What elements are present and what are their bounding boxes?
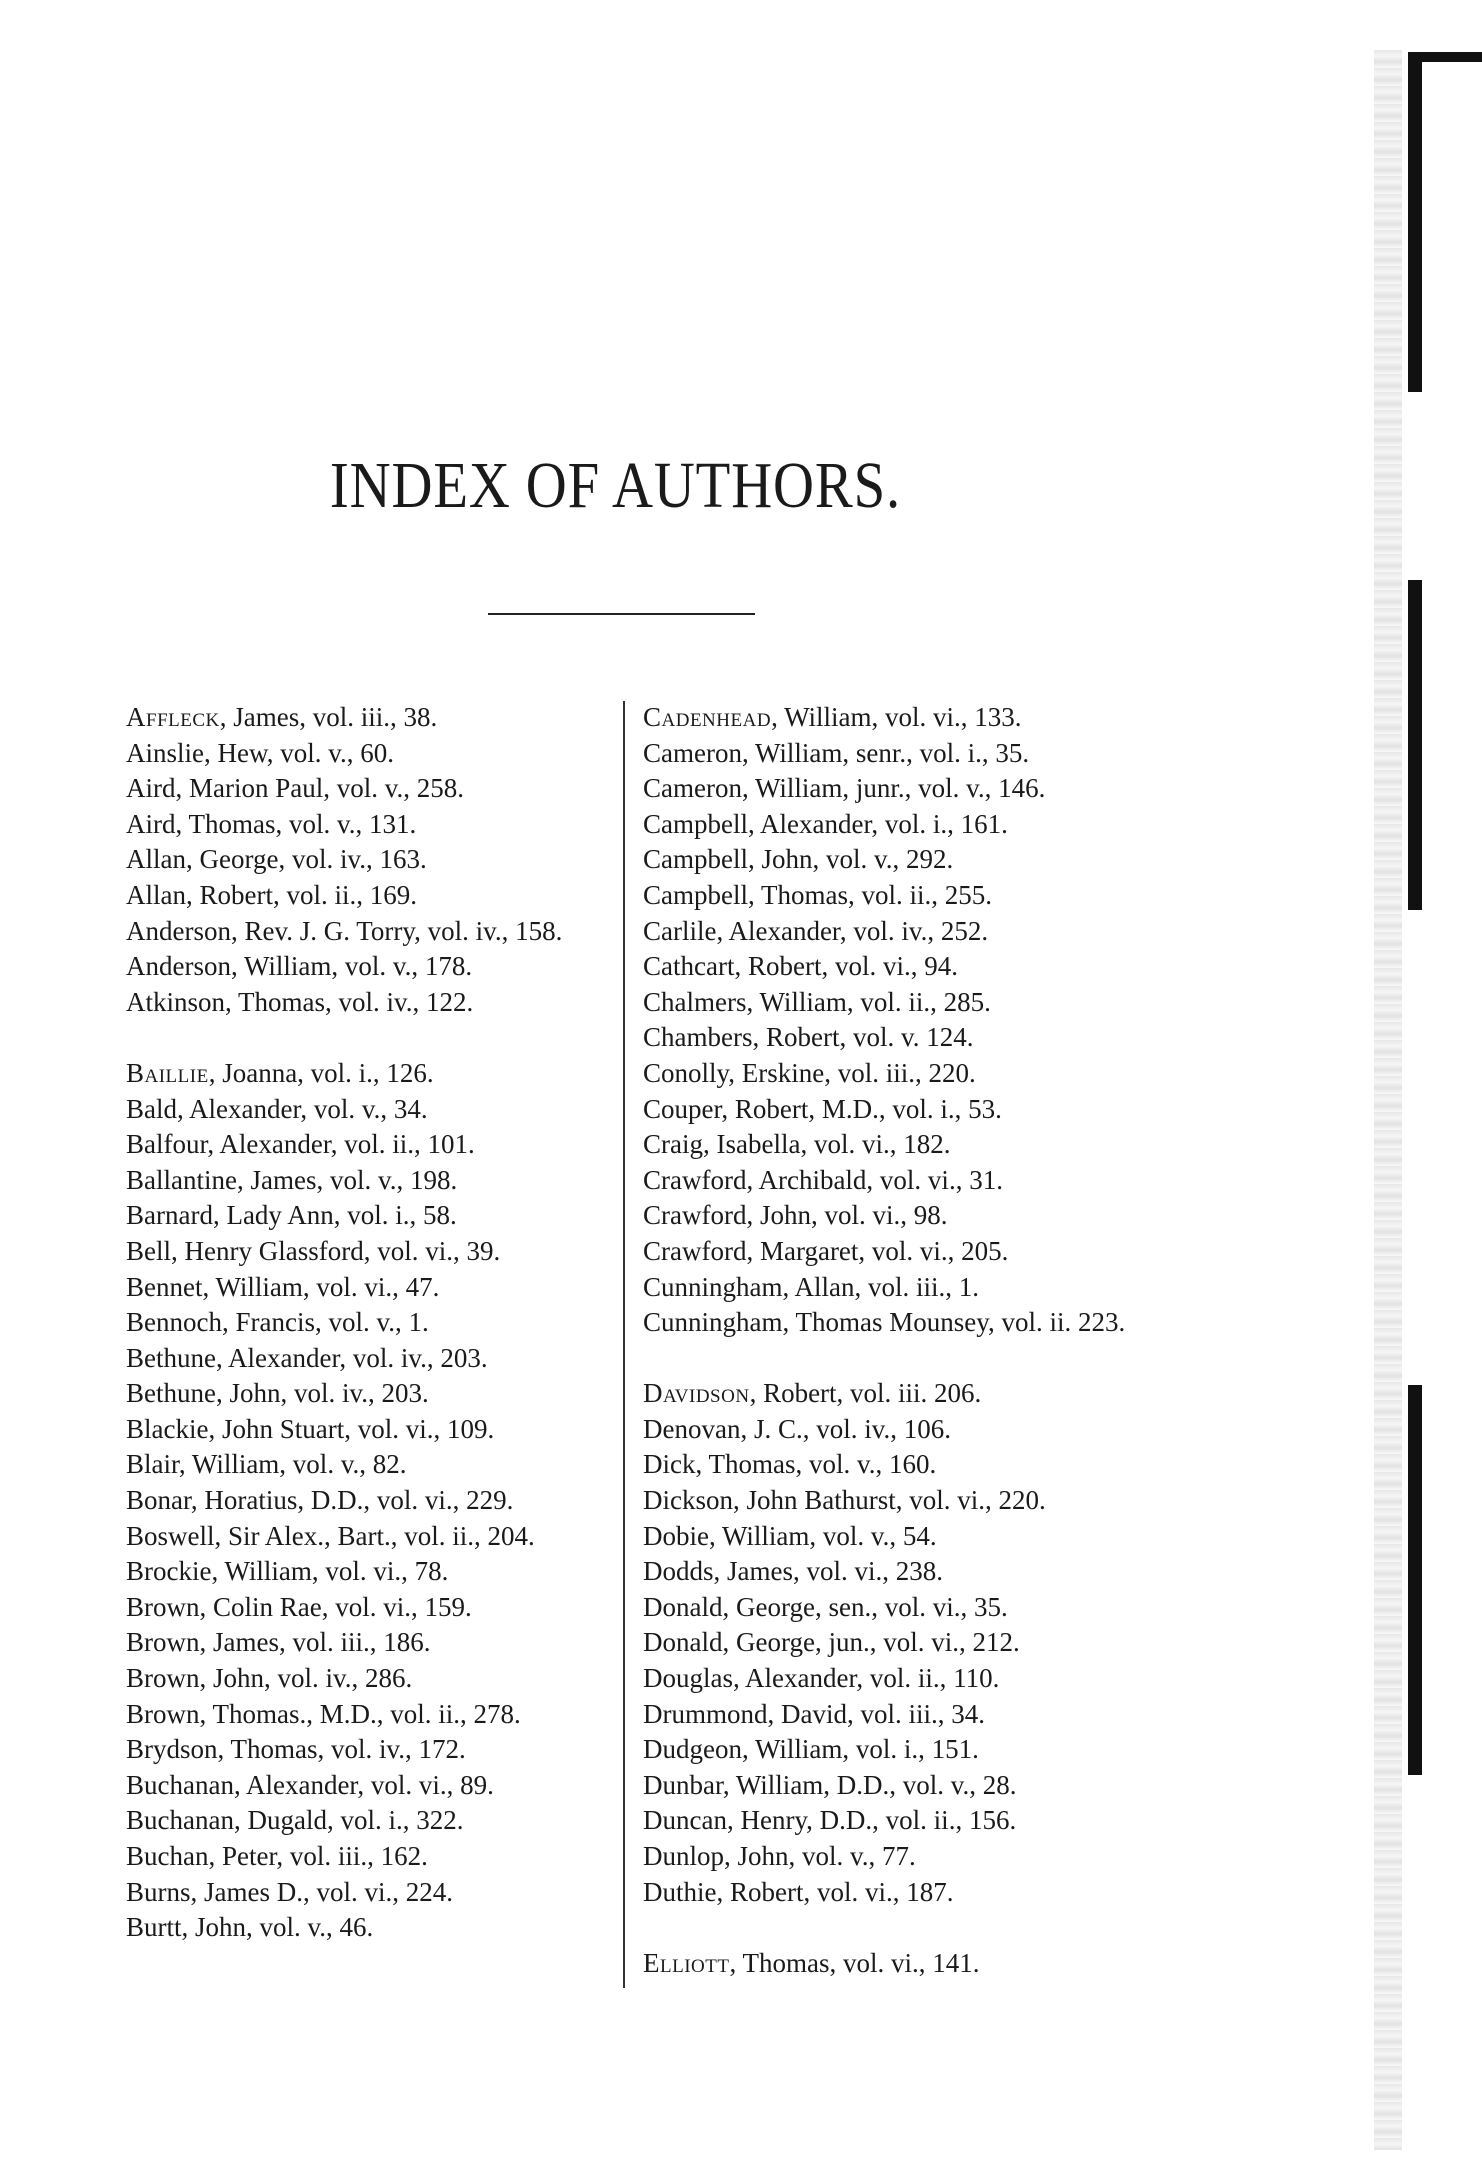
index-entry (643, 1661, 1143, 1697)
column-divider (623, 701, 625, 1988)
index-entry-text: Burns, James D., vol. vi., 224. (126, 1876, 453, 1907)
index-entry-text: Aird, Marion Paul, vol. v., 258. (126, 773, 464, 804)
index-entry-text: Bald, Alexander, vol. v., 34. (126, 1093, 428, 1124)
index-entry (126, 1447, 618, 1483)
index-entry-text: Crawford, John, vol. vi., 98. (643, 1200, 948, 1231)
index-entry-text: Bonar, Horatius, D.D., vol. vi., 229. (126, 1485, 514, 1516)
index-entry-text: Barnard, Lady Ann, vol. i., 58. (126, 1200, 457, 1231)
index-entry-text: Douglas, Alexander, vol. ii., 110. (643, 1663, 1000, 1694)
page-edge-bar (1408, 1385, 1422, 1775)
index-entry (643, 1092, 1143, 1128)
index-entry (643, 1056, 1143, 1092)
index-entry-text: Duncan, Henry, D.D., vol. ii., 156. (643, 1805, 1017, 1836)
index-entry-text: Bennet, William, vol. vi., 47. (126, 1271, 440, 1302)
index-entry (126, 807, 618, 843)
index-entry (643, 1732, 1143, 1768)
index-entry-text: Crawford, Margaret, vol. vi., 205. (643, 1235, 1009, 1266)
index-entry (126, 1270, 618, 1306)
index-column-left (126, 700, 618, 1946)
index-entry (126, 1910, 618, 1946)
index-entry-text: Cameron, William, junr., vol. v., 146. (643, 773, 1046, 804)
index-entry (643, 985, 1143, 1021)
index-entry-text: Chambers, Robert, vol. v. 124. (643, 1022, 974, 1053)
index-entry (126, 1056, 618, 1092)
index-entry-text: Buchanan, Alexander, vol. vi., 89. (126, 1769, 494, 1800)
index-entry-text: Donald, George, sen., vol. vi., 35. (643, 1591, 1008, 1622)
index-entry-text: Atkinson, Thomas, vol. iv., 122. (126, 986, 474, 1017)
index-entry (643, 1198, 1143, 1234)
index-entry (643, 1554, 1143, 1590)
index-entry (126, 1768, 618, 1804)
index-entry-text: Dobie, William, vol. v., 54. (643, 1520, 937, 1551)
title-rule (488, 613, 755, 615)
index-entry-text: Cunningham, Thomas Mounsey, vol. ii. 223. (643, 1307, 1126, 1338)
index-entry (643, 1590, 1143, 1626)
index-entry-text: Allan, Robert, vol. ii., 169. (126, 879, 417, 910)
index-entry-text: Dickson, John Bathurst, vol. vi., 220. (643, 1485, 1046, 1516)
index-entry-text: Cameron, William, senr., vol. i., 35. (643, 737, 1030, 768)
index-entry-text: Ballantine, James, vol. v., 198. (126, 1164, 458, 1195)
index-entry-text: Dodds, James, vol. vi., 238. (643, 1556, 943, 1587)
index-entry (643, 914, 1143, 950)
index-entry-text: , William, vol. vi., 133. (771, 702, 1022, 732)
index-entry-surname: Davidson (643, 1378, 750, 1409)
index-entry (126, 1412, 618, 1448)
index-entry-text: Dunlop, John, vol. v., 77. (643, 1841, 916, 1871)
index-entry-text: Buchanan, Dugald, vol. i., 322. (126, 1805, 464, 1836)
index-entry (126, 1163, 618, 1199)
index-entry-surname: Cadenhead (643, 702, 772, 732)
index-entry-text: Crawford, Archibald, vol. vi., 31. (643, 1164, 1003, 1195)
index-entry (643, 807, 1143, 843)
index-entry (643, 700, 1143, 736)
index-entry-text: Cunningham, Allan, vol. iii., 1. (643, 1271, 979, 1302)
index-entry (126, 1092, 618, 1128)
index-entry (643, 1768, 1143, 1804)
index-entry (643, 1875, 1143, 1911)
index-entry (126, 1234, 618, 1270)
index-entry (643, 1270, 1143, 1306)
page-edge-bar (1408, 580, 1422, 910)
index-entry-text: Duthie, Robert, vol. vi., 187. (643, 1876, 954, 1907)
index-entry (643, 771, 1143, 807)
index-entry-text: Anderson, Rev. J. G. Torry, vol. iv., 158. (126, 915, 563, 946)
index-entry-text: Brockie, William, vol. vi., 78. (126, 1556, 449, 1587)
index-entry (126, 736, 618, 772)
index-entry (643, 1697, 1143, 1733)
index-entry-text: , James, vol. iii., 38. (219, 702, 438, 732)
index-entry (643, 1447, 1143, 1483)
index-entry-text: Bethune, Alexander, vol. iv., 203. (126, 1342, 488, 1373)
index-entry-text: Brown, Thomas., M.D., vol. ii., 278. (126, 1698, 521, 1729)
index-entry-text: Bell, Henry Glassford, vol. vi., 39. (126, 1235, 501, 1266)
index-entry (126, 700, 618, 736)
page-title: INDEX OF AUTHORS. (329, 449, 902, 522)
index-entry-text: Balfour, Alexander, vol. ii., 101. (126, 1129, 475, 1160)
index-entry-text: , Joanna, vol. i., 126. (208, 1057, 434, 1088)
index-entry-text: Boswell, Sir Alex., Bart., vol. ii., 204. (126, 1520, 535, 1551)
index-entry-text: Bennoch, Francis, vol. v., 1. (126, 1307, 429, 1338)
index-entry-text: Cathcart, Robert, vol. vi., 94. (643, 951, 958, 982)
index-entry (126, 878, 618, 914)
index-entry (126, 1127, 618, 1163)
index-entry (643, 1839, 1143, 1875)
index-entry-text: Brown, James, vol. iii., 186. (126, 1627, 431, 1658)
index-entry (643, 1163, 1143, 1199)
index-entry (126, 1875, 618, 1911)
index-entry-text: Denovan, J. C., vol. iv., 106. (643, 1413, 951, 1444)
index-entry (643, 878, 1143, 914)
index-entry (126, 1483, 618, 1519)
index-entry-text: Brydson, Thomas, vol. iv., 172. (126, 1734, 466, 1765)
page-edge-bar (1408, 52, 1422, 392)
index-entry (643, 1625, 1143, 1661)
index-entry (126, 985, 618, 1021)
index-entry (126, 1661, 618, 1697)
index-entry (643, 1234, 1143, 1270)
index-entry-surname: Baillie (126, 1057, 209, 1088)
index-entry (643, 1412, 1143, 1448)
index-entry-text: Aird, Thomas, vol. v., 131. (126, 808, 417, 839)
index-entry-text: Dunbar, William, D.D., vol. v., 28. (643, 1769, 1017, 1800)
index-entry-text: Allan, George, vol. iv., 163. (126, 844, 427, 875)
index-entry (126, 1554, 618, 1590)
index-entry (643, 842, 1143, 878)
index-entry-text: Campbell, John, vol. v., 292. (643, 844, 954, 875)
index-entry (126, 1305, 618, 1341)
index-entry-surname: Elliott (643, 1947, 730, 1978)
index-entry (126, 1839, 618, 1875)
index-entry-text: Carlile, Alexander, vol. iv., 252. (643, 915, 989, 946)
index-entry-text: Dudgeon, William, vol. i., 151. (643, 1734, 979, 1765)
index-entry (126, 914, 618, 950)
index-entry-text: Buchan, Peter, vol. iii., 162. (126, 1841, 428, 1871)
index-entry (126, 1341, 618, 1377)
index-entry (126, 1519, 618, 1555)
index-entry (126, 1590, 618, 1626)
index-entry-text: Bethune, John, vol. iv., 203. (126, 1378, 429, 1409)
index-entry (126, 1625, 618, 1661)
index-entry (643, 1305, 1143, 1341)
index-entry-text: Brown, Colin Rae, vol. vi., 159. (126, 1591, 472, 1622)
index-entry-text: Conolly, Erskine, vol. iii., 220. (643, 1057, 976, 1088)
index-entry (643, 736, 1143, 772)
index-entry-text: Craig, Isabella, vol. vi., 182. (643, 1129, 951, 1160)
index-entry-text: Blackie, John Stuart, vol. vi., 109. (126, 1413, 495, 1444)
index-entry (643, 1020, 1143, 1056)
index-entry-text: Ainslie, Hew, vol. v., 60. (126, 737, 394, 768)
index-entry-text: Anderson, William, vol. v., 178. (126, 951, 473, 982)
index-entry (643, 1127, 1143, 1163)
index-entry (126, 842, 618, 878)
index-entry (643, 1483, 1143, 1519)
index-entry-text: Burtt, John, vol. v., 46. (126, 1912, 374, 1943)
index-column-right (643, 700, 1143, 1981)
index-entry-text: Campbell, Alexander, vol. i., 161. (643, 808, 1008, 839)
index-entry (126, 1376, 618, 1412)
index-entry (643, 1803, 1143, 1839)
index-entry (126, 1803, 618, 1839)
index-entry-surname: Affleck (126, 702, 220, 732)
index-entry-text: , Thomas, vol. vi., 141. (729, 1947, 980, 1978)
index-entry (643, 949, 1143, 985)
index-entry (643, 1519, 1143, 1555)
index-entry-text: Brown, John, vol. iv., 286. (126, 1663, 413, 1694)
page-edge-shadow (1374, 50, 1402, 2150)
index-entry-text: Chalmers, William, vol. ii., 285. (643, 986, 991, 1017)
index-entry-text: Blair, William, vol. v., 82. (126, 1449, 407, 1480)
index-entry-text: , Robert, vol. iii. 206. (749, 1378, 982, 1409)
index-entry (126, 1732, 618, 1768)
index-entry (126, 771, 618, 807)
index-entry-text: Couper, Robert, M.D., vol. i., 53. (643, 1093, 1002, 1124)
index-entry (643, 1376, 1143, 1412)
index-entry (126, 949, 618, 985)
index-entry (126, 1697, 618, 1733)
index-entry-text: Campbell, Thomas, vol. ii., 255. (643, 879, 992, 910)
index-entry-text: Dick, Thomas, vol. v., 160. (643, 1449, 937, 1480)
index-entry-text: Donald, George, jun., vol. vi., 212. (643, 1627, 1020, 1658)
index-entry (126, 1198, 618, 1234)
index-entry-text: Drummond, David, vol. iii., 34. (643, 1698, 985, 1729)
index-entry (643, 1946, 1143, 1982)
